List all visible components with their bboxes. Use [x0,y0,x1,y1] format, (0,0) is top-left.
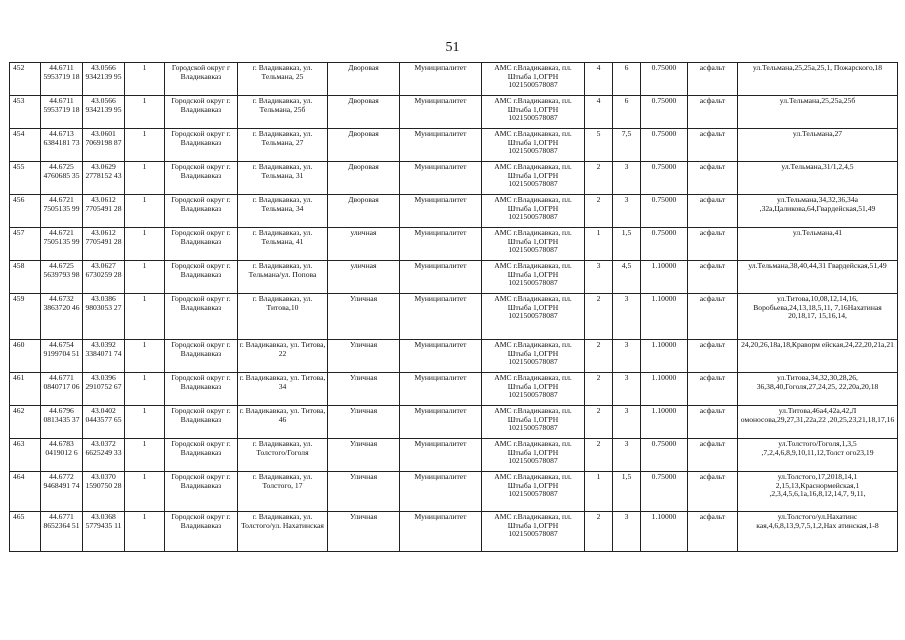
latitude-cell: 44.6713 6384181 73 [41,129,83,162]
volume-cell: 3 [613,195,641,228]
owner-cell: Муниципалитет [400,439,482,472]
longitude-cell: 43.0392 3384071 74 [83,340,125,373]
owner-cell: Муниципалитет [400,261,482,294]
containers-cell: 4 [585,96,613,129]
area-cell: 1.10000 [641,512,688,552]
address-cell: г. Владикавказ, ул. Тельмана, 31 [238,162,328,195]
operator-cell: АМС г.Владикавказ, пл. Штыба 1,ОГРН 1021500578087 [482,340,585,373]
area-cell: 0.75000 [641,228,688,261]
surface-cell: асфальт [688,439,738,472]
served-objects-cell: ул.Тельмана,41 [738,228,898,261]
table-row [10,63,898,96]
operator-cell: АМС г.Владикавказ, пл. Штыба 1,ОГРН 1021500578087 [482,162,585,195]
type-cell: Дворовая [328,96,400,129]
operator-cell: АМС г.Владикавказ, пл. Штыба 1,ОГРН 1021500578087 [482,373,585,406]
district-cell: Городской округ г. Владикавказ [165,261,238,294]
surface-cell: асфальт [688,373,738,406]
address-cell: г. Владикавказ, ул. Толстого, 17 [238,472,328,512]
district-cell: Городской округ г. Владикавказ [165,195,238,228]
owner-cell: Муниципалитет [400,228,482,261]
district-cell: Городской округ г. Владикавказ [165,512,238,552]
row-number: 452 [10,63,41,96]
row-number: 457 [10,228,41,261]
volume-cell: 3 [613,340,641,373]
operator-cell: АМС г.Владикавказ, пл. Штыба 1,ОГРН 1021500578087 [482,195,585,228]
row-number: 462 [10,406,41,439]
containers-cell: 2 [585,512,613,552]
volume-cell: 1,5 [613,472,641,512]
page-number: 51 [445,40,460,55]
row-number: 459 [10,294,41,340]
count-cell: 1 [125,472,165,512]
count-cell: 1 [125,228,165,261]
district-cell: Городской округ г. Владикавказ [165,162,238,195]
area-cell: 1.10000 [641,373,688,406]
owner-cell: Муниципалитет [400,195,482,228]
address-cell: г. Владикавказ, ул. Тельмана/ул. Попова [238,261,328,294]
longitude-cell: 43.0402 0443577 65 [83,406,125,439]
table-row [10,472,898,512]
operator-cell: АМС г.Владикавказ, пл. Штыба 1,ОГРН 1021500578087 [482,96,585,129]
served-objects-cell: ул.Тельмана,25,25а,25б [738,96,898,129]
volume-cell: 3 [613,162,641,195]
owner-cell: Муниципалитет [400,294,482,340]
containers-cell: 3 [585,261,613,294]
district-cell: Городской округ г. Владикавказ [165,294,238,340]
containers-cell: 1 [585,472,613,512]
row-number: 454 [10,129,41,162]
district-cell: Городской округ г. Владикавказ [165,406,238,439]
row-number: 458 [10,261,41,294]
type-cell: Дворовая [328,129,400,162]
table-row [10,261,898,294]
served-objects-cell: ул.Тельмана,38,40,44,31 Гвардейская,51,49 [738,261,898,294]
volume-cell: 6 [613,96,641,129]
served-objects-cell: ул.Титова,46а4,42а,42,Л омоносова,29,27,31,22а,22 ,20,25,23,21,18,17,16 [738,406,898,439]
latitude-cell: 44.6796 0813435 37 [41,406,83,439]
district-cell: Городской округ г. Владикавказ [165,373,238,406]
district-cell: Городской округ г. Владикавказ [165,228,238,261]
row-number: 461 [10,373,41,406]
type-cell: Дворовая [328,195,400,228]
type-cell: Уличная [328,340,400,373]
area-cell: 1.10000 [641,261,688,294]
count-cell: 1 [125,63,165,96]
address-cell: г. Владикавказ, ул. Тельмана, 41 [238,228,328,261]
owner-cell: Муниципалитет [400,340,482,373]
area-cell: 0.75000 [641,472,688,512]
type-cell: Уличная [328,406,400,439]
volume-cell: 3 [613,373,641,406]
longitude-cell: 43.0612 7705491 28 [83,228,125,261]
longitude-cell: 43.0629 2778152 43 [83,162,125,195]
address-cell: г. Владикавказ, ул. Тельмана, 25 [238,63,328,96]
served-objects-cell: 24,20,26,18а,18,Краворм ейская,24,22,20,21а,21 [738,340,898,373]
table-row [10,406,898,439]
volume-cell: 7,5 [613,129,641,162]
latitude-cell: 44.6732 3863720 46 [41,294,83,340]
surface-cell: асфальт [688,96,738,129]
surface-cell: асфальт [688,129,738,162]
containers-cell: 2 [585,294,613,340]
containers-cell: 5 [585,129,613,162]
area-cell: 0.75000 [641,162,688,195]
volume-cell: 6 [613,63,641,96]
table-row [10,340,898,373]
table-row [10,129,898,162]
operator-cell: АМС г.Владикавказ, пл. Штыба 1,ОГРН 1021500578087 [482,294,585,340]
containers-cell: 1 [585,228,613,261]
area-cell: 0.75000 [641,439,688,472]
area-cell: 0.75000 [641,63,688,96]
type-cell: Уличная [328,512,400,552]
volume-cell: 3 [613,294,641,340]
district-cell: Городской округ г. Владикавказ [165,472,238,512]
count-cell: 1 [125,162,165,195]
surface-cell: асфальт [688,512,738,552]
latitude-cell: 44.6771 8652364 51 [41,512,83,552]
latitude-cell: 44.6721 7505135 99 [41,195,83,228]
owner-cell: Муниципалитет [400,162,482,195]
longitude-cell: 43.0627 6730259 28 [83,261,125,294]
volume-cell: 3 [613,512,641,552]
operator-cell: АМС г.Владикавказ, пл. Штыба 1,ОГРН 1021500578087 [482,472,585,512]
volume-cell: 4,5 [613,261,641,294]
surface-cell: асфальт [688,294,738,340]
count-cell: 1 [125,261,165,294]
volume-cell: 3 [613,406,641,439]
latitude-cell: 44.6725 4760685 35 [41,162,83,195]
address-cell: г. Владикавказ, ул. Титова, 22 [238,340,328,373]
longitude-cell: 43.0612 7705491 28 [83,195,125,228]
containers-cell: 2 [585,162,613,195]
address-cell: г. Владикавказ, ул. Титова, 46 [238,406,328,439]
registry-table [9,62,898,552]
containers-cell: 2 [585,406,613,439]
type-cell: Дворовая [328,63,400,96]
latitude-cell: 44.6711 5953719 18 [41,63,83,96]
operator-cell: АМС г.Владикавказ, пл. Штыба 1,ОГРН 1021500578087 [482,261,585,294]
count-cell: 1 [125,512,165,552]
address-cell: г. Владикавказ, ул. Толстого/ул. Нахатинская [238,512,328,552]
served-objects-cell: ул.Толстого/ул.Нахатинс кая,4,6,8,13,9,7,5,1,2,Нах атинская,1-8 [738,512,898,552]
count-cell: 1 [125,406,165,439]
latitude-cell: 44.6771 0840717 06 [41,373,83,406]
owner-cell: Муниципалитет [400,96,482,129]
count-cell: 1 [125,294,165,340]
longitude-cell: 43.0386 9803053 27 [83,294,125,340]
row-number: 463 [10,439,41,472]
row-number: 464 [10,472,41,512]
district-cell: Городской округ г. Владикавказ [165,340,238,373]
surface-cell: асфальт [688,261,738,294]
table-row [10,439,898,472]
longitude-cell: 43.0370 1590750 28 [83,472,125,512]
operator-cell: АМС г.Владикавказ, пл. Штыба 1,ОГРН 1021500578087 [482,63,585,96]
containers-cell: 2 [585,340,613,373]
surface-cell: асфальт [688,63,738,96]
longitude-cell: 43.0566 9342139 95 [83,96,125,129]
surface-cell: асфальт [688,228,738,261]
type-cell: уличная [328,261,400,294]
table-row [10,162,898,195]
containers-cell: 2 [585,195,613,228]
type-cell: Дворовая [328,162,400,195]
latitude-cell: 44.6754 9199704 51 [41,340,83,373]
operator-cell: АМС г.Владикавказ, пл. Штыба 1,ОГРН 1021500578087 [482,512,585,552]
area-cell: 0.75000 [641,129,688,162]
row-number: 455 [10,162,41,195]
longitude-cell: 43.0601 7069198 87 [83,129,125,162]
latitude-cell: 44.6711 5953719 18 [41,96,83,129]
served-objects-cell: ул.Титова,34,32,30,28,26, 36,38,40,Гоголя,27,24,25, 22,20а,20,18 [738,373,898,406]
count-cell: 1 [125,373,165,406]
surface-cell: асфальт [688,162,738,195]
containers-cell: 2 [585,373,613,406]
latitude-cell: 44.6725 5639793 98 [41,261,83,294]
area-cell: 0.75000 [641,195,688,228]
operator-cell: АМС г.Владикавказ, пл. Штыба 1,ОГРН 1021500578087 [482,406,585,439]
volume-cell: 3 [613,439,641,472]
address-cell: г. Владикавказ, ул. Титова,10 [238,294,328,340]
row-number: 465 [10,512,41,552]
owner-cell: Муниципалитет [400,63,482,96]
count-cell: 1 [125,340,165,373]
surface-cell: асфальт [688,406,738,439]
latitude-cell: 44.6721 7505135 99 [41,228,83,261]
type-cell: Уличная [328,472,400,512]
count-cell: 1 [125,195,165,228]
district-cell: Городской округ г. Владикавказ [165,129,238,162]
served-objects-cell: ул.Тельмана,25,25а,25,1, Пожарского,18 [738,63,898,96]
operator-cell: АМС г.Владикавказ, пл. Штыба 1,ОГРН 1021500578087 [482,228,585,261]
operator-cell: АМС г.Владикавказ, пл. Штыба 1,ОГРН 1021500578087 [482,129,585,162]
district-cell: Городской округ г Владикавказ [165,63,238,96]
address-cell: г. Владикавказ, ул. Тельмана, 34 [238,195,328,228]
served-objects-cell: ул.Титова,10,08,12,14,16, Воробьева,24,13,18,5,11, 7,16Нахатиная 20,18,17, 15,16,14, [738,294,898,340]
count-cell: 1 [125,96,165,129]
longitude-cell: 43.0396 2910752 67 [83,373,125,406]
served-objects-cell: ул.Тельмана,34,32,36,34а ,32а,Цаликова,64,Гвардейская,51,49 [738,195,898,228]
address-cell: г. Владикавказ, ул. Тельмана, 27 [238,129,328,162]
surface-cell: асфальт [688,195,738,228]
volume-cell: 1,5 [613,228,641,261]
table-row [10,512,898,552]
containers-cell: 4 [585,63,613,96]
district-cell: Городской округ г. Владикавказ [165,96,238,129]
type-cell: Уличная [328,373,400,406]
table-row [10,228,898,261]
type-cell: уличная [328,228,400,261]
area-cell: 1.10000 [641,406,688,439]
count-cell: 1 [125,129,165,162]
address-cell: г. Владикавказ, ул. Толстого/Гоголя [238,439,328,472]
surface-cell: асфальт [688,472,738,512]
owner-cell: Муниципалитет [400,472,482,512]
address-cell: г. Владикавказ, ул. Тельмана, 25б [238,96,328,129]
owner-cell: Муниципалитет [400,512,482,552]
area-cell: 1.10000 [641,340,688,373]
longitude-cell: 43.0566 9342139 95 [83,63,125,96]
table-row [10,294,898,340]
containers-cell: 2 [585,439,613,472]
operator-cell: АМС г.Владикавказ, пл. Штыба 1,ОГРН 1021500578087 [482,439,585,472]
row-number: 456 [10,195,41,228]
type-cell: Уличная [328,439,400,472]
table-row [10,195,898,228]
district-cell: Городской округ г. Владикавказ [165,439,238,472]
served-objects-cell: ул.Тельмана,27 [738,129,898,162]
owner-cell: Муниципалитет [400,373,482,406]
area-cell: 1.10000 [641,294,688,340]
table-row [10,373,898,406]
longitude-cell: 43.0372 6625249 33 [83,439,125,472]
longitude-cell: 43.0368 5779435 11 [83,512,125,552]
served-objects-cell: ул.Тельмана,31/1,2,4,5 [738,162,898,195]
row-number: 453 [10,96,41,129]
table-row [10,96,898,129]
area-cell: 0.75000 [641,96,688,129]
served-objects-cell: ул.Толстого/Гоголя,1,3,5 ,7,2,4,6,8,9,10,11,12,Толст ого23,19 [738,439,898,472]
owner-cell: Муниципалитет [400,129,482,162]
row-number: 460 [10,340,41,373]
count-cell: 1 [125,439,165,472]
address-cell: г. Владикавказ, ул. Титова, 34 [238,373,328,406]
type-cell: Уличная [328,294,400,340]
owner-cell: Муниципалитет [400,406,482,439]
served-objects-cell: ул.Толстого,17,2018,14,1 2,15,13,Краснормейская,1 ,2,3,4,5,6,1а,16,8,12,14,7, 9,11, [738,472,898,512]
surface-cell: асфальт [688,340,738,373]
latitude-cell: 44.6772 9468491 74 [41,472,83,512]
latitude-cell: 44.6783 0419012 6 [41,439,83,472]
